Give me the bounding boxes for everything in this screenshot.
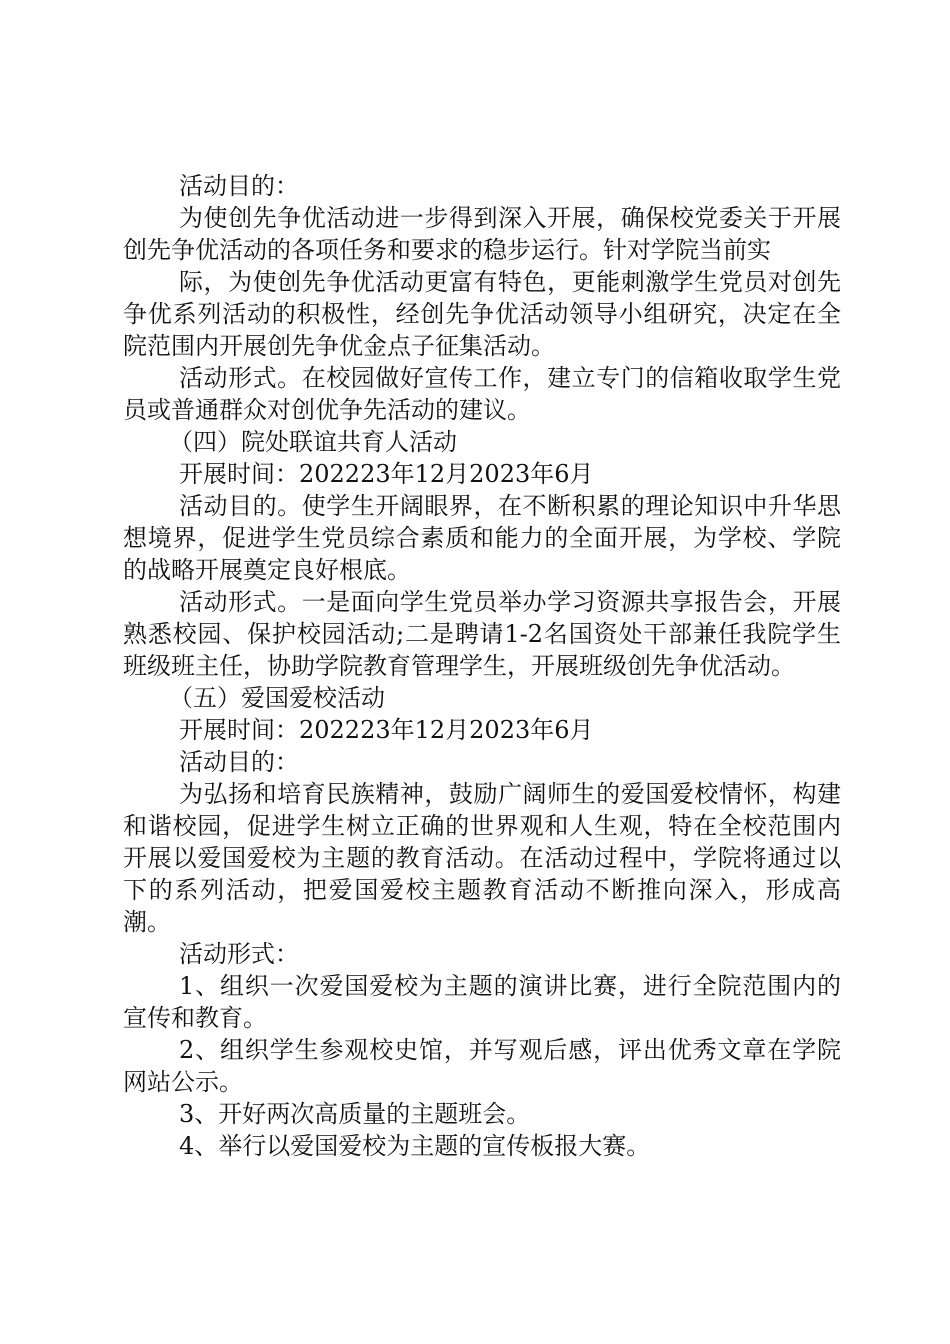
paragraph: 为使创先争优活动进一步得到深入开展，确保校党委关于开展创先争优活动的各项任务和要求的稳步运行。针对学院当前实 [123, 204, 841, 264]
paragraph: 活动目的： [179, 172, 299, 200]
paragraph: 开展时间：202223年12月2023年6月 [179, 716, 594, 744]
paragraph: 开展时间：202223年12月2023年6月 [179, 460, 594, 488]
paragraph: 活动目的。使学生开阔眼界，在不断积累的理论知识中升华思想境界，促进学生党员综合素质和能力的全面开展，为学校、学院的战略开展奠定良好根底。 [123, 492, 841, 584]
list-item: 4、举行以爱国爱校为主题的宣传板报大赛。 [179, 1132, 651, 1160]
paragraph: 为弘扬和培育民族精神，鼓励广阔师生的爱国爱校情怀，构建和谐校园，促进学生树立正确的世界观和人生观，特在全校范围内开展以爱国爱校为主题的教育活动。在活动过程中，学院将通过以下的系列活动，把爱国爱校主题教育活动不断推向深入，形成高潮。 [123, 780, 841, 936]
paragraph: 活动形式。在校园做好宣传工作，建立专门的信箱收取学生党员或普通群众对创优争先活动的建议。 [123, 364, 841, 424]
list-item: 1、组织一次爱国爱校为主题的演讲比赛，进行全院范围内的宣传和教育。 [123, 972, 841, 1032]
section-heading: （四）院处联谊共育人活动 [169, 428, 457, 456]
paragraph: 活动目的： [179, 748, 299, 776]
section-heading: （五）爱国爱校活动 [169, 684, 385, 712]
list-item: 2、组织学生参观校史馆，并写观后感，评出优秀文章在学院网站公示。 [123, 1036, 841, 1096]
paragraph: 际，为使创先争优活动更富有特色，更能刺激学生党员对创先争优系列活动的积极性，经创先争优活动领导小组研究，决定在全院范围内开展创先争优金点子征集活动。 [123, 268, 841, 360]
paragraph: 活动形式： [179, 940, 299, 968]
paragraph: 活动形式。一是面向学生党员举办学习资源共享报告会，开展熟悉校园、保护校园活动;二是聘请1-2名国资处干部兼任我院学生班级班主任，协助学院教育管理学生，开展班级创先争优活动。 [123, 588, 841, 680]
list-item: 3、开好两次高质量的主题班会。 [179, 1100, 531, 1128]
document-body [123, 170, 841, 1162]
